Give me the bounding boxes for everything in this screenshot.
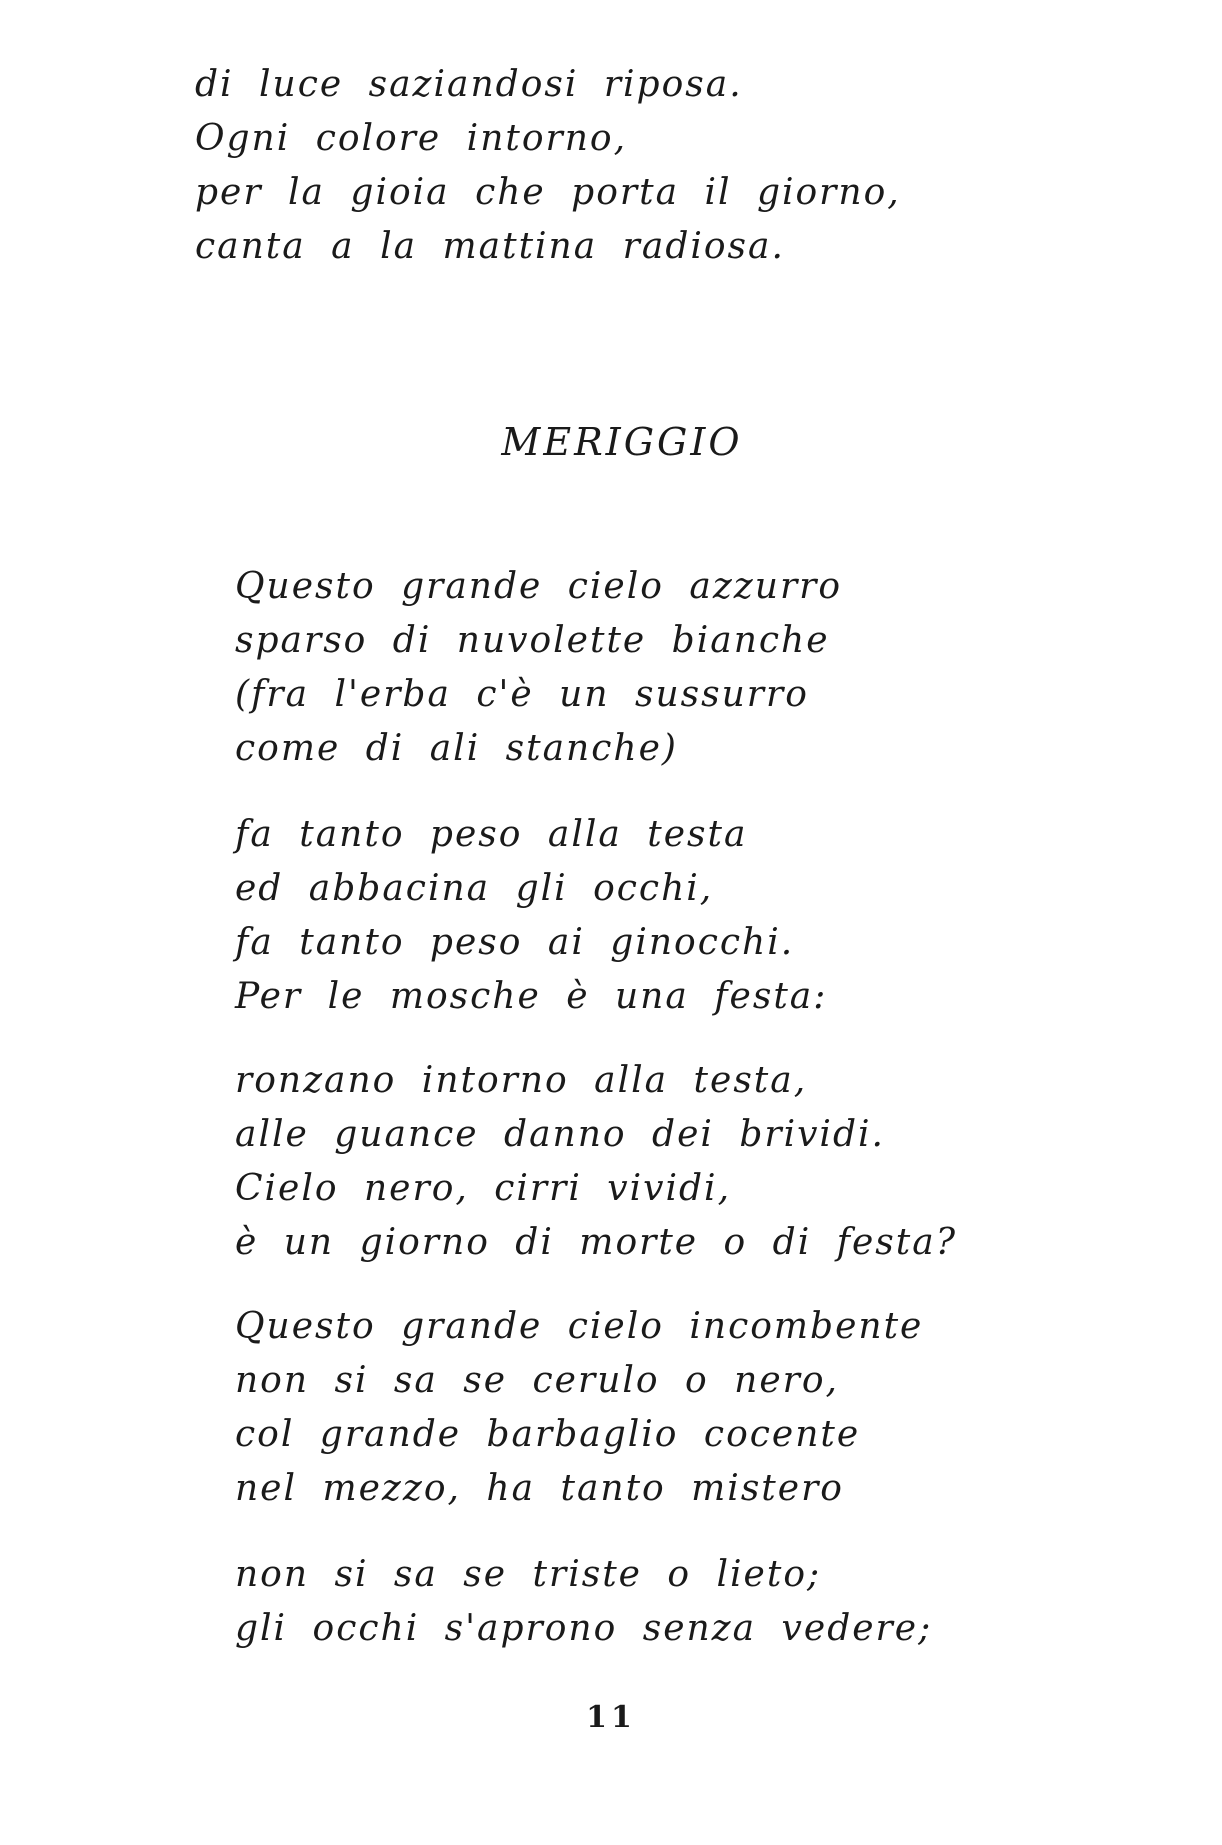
verse-line: Questo grande cielo incombente (235, 1306, 924, 1347)
verse-line: alle guance danno dei brividi. (235, 1114, 885, 1155)
verse-line: non si sa se triste o lieto; (235, 1554, 822, 1595)
verse-line: di luce saziandosi riposa. (195, 64, 743, 105)
verse-line: (fra l'erba c'è un sussurro (235, 674, 809, 715)
stanza-4 (235, 1300, 923, 1516)
page-number: 11 (586, 1700, 636, 1735)
stanza-5 (235, 1548, 932, 1656)
verse-line: come di ali stanche) (235, 728, 678, 769)
verse-line: Questo grande cielo azzurro (235, 566, 843, 607)
verse-line: nel mezzo, ha tanto mistero (235, 1468, 844, 1509)
verse-line: gli occhi s'aprono senza vedere; (235, 1608, 933, 1649)
verse-line: non si sa se cerulo o nero, (235, 1360, 839, 1401)
verse-line: canta a la mattina radiosa. (195, 226, 785, 267)
verse-line: Cielo nero, cirri vividi, (235, 1168, 732, 1209)
stanza-1 (235, 560, 842, 776)
verse-line: ronzano intorno alla testa, (235, 1060, 808, 1101)
verse-line: per la gioia che porta il giorno, (195, 172, 901, 213)
opening-verse (195, 58, 901, 274)
poem-title: MERIGGIO (501, 420, 743, 464)
verse-line: col grande barbaglio cocente (235, 1414, 861, 1455)
stanza-3 (235, 1054, 957, 1270)
verse-line: fa tanto peso ai ginocchi. (235, 922, 795, 963)
verse-line: Ogni colore intorno, (195, 118, 628, 159)
verse-line: ed abbacina gli occhi, (235, 868, 714, 909)
verse-line: fa tanto peso alla testa (235, 814, 748, 855)
verse-line: Per le mosche è una festa: (235, 976, 828, 1017)
verse-line: sparso di nuvolette bianche (235, 620, 830, 661)
verse-line: è un giorno di morte o di festa? (235, 1222, 957, 1263)
stanza-2 (235, 808, 827, 1024)
